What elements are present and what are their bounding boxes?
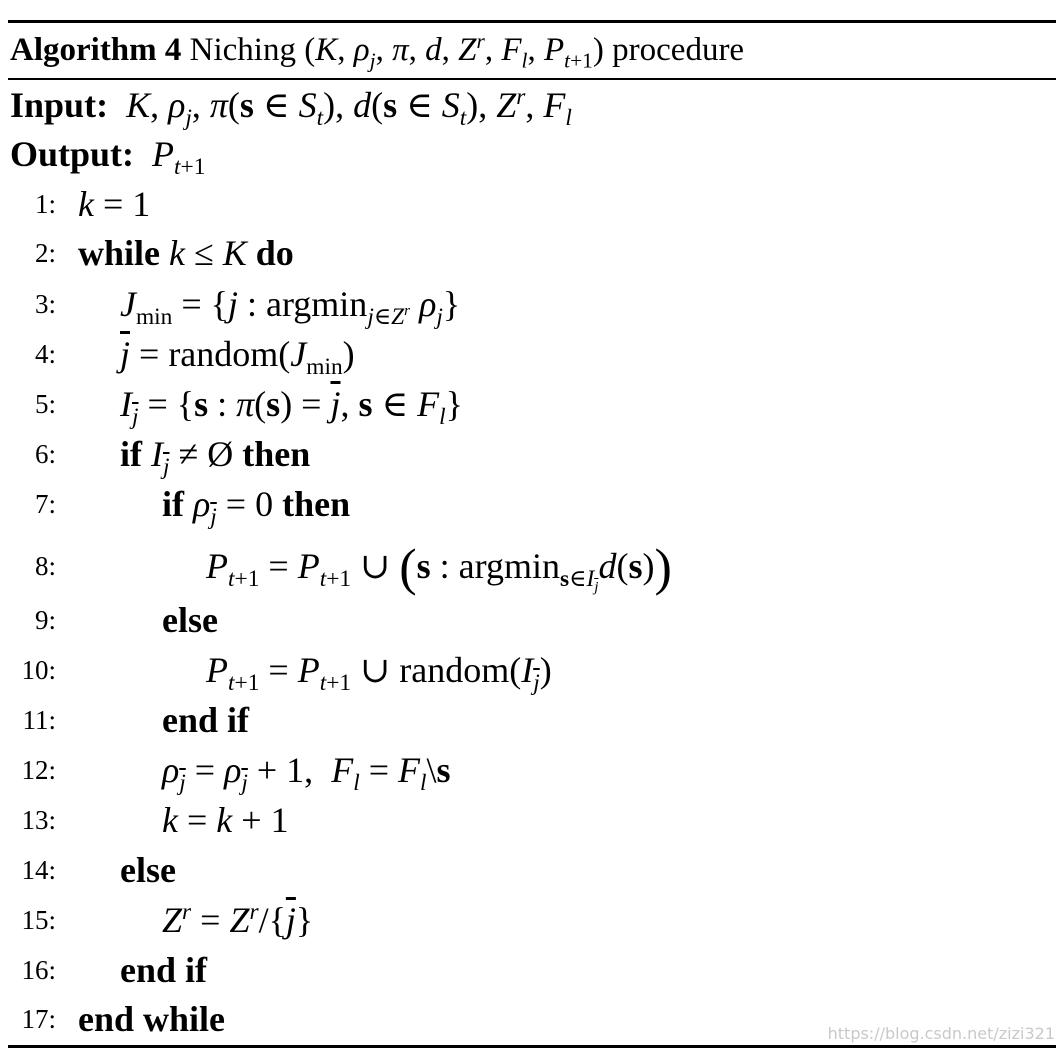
input-row [10,82,572,132]
line-code: $P_{t+1} = P_{t+1}$ ∪ $random(I_{\overline{j}})$ [206,650,552,697]
output-value: $P_{t+1}$ [152,134,206,181]
input-label: Input: [10,85,109,125]
line-code: if $I_{\overline{j}}$ ≠ Ø then [120,434,311,481]
line-number: 5: [34,389,56,419]
line-code: $\overline{j}$ = $random(J_{min})$ [120,334,355,381]
line-code: else [120,850,176,890]
line-number: 11: [22,705,56,735]
line-number: 6: [34,439,56,469]
line-code: end if [120,950,208,990]
line-code: k = k + 1 [162,800,289,840]
line-code: while k ≤ K do [78,233,294,273]
title-rule [8,78,1056,80]
line-number: 1: [34,189,56,219]
line-number: 10: [21,655,56,685]
line-number: 9: [34,605,56,635]
line-number: 17: [21,1004,56,1034]
algorithm-label: Algorithm 4 [10,32,182,68]
line-number: 14: [21,855,56,885]
line-code: $P_{t+1} = P_{t+1}$ ∪ (s : argmin$_{s\in I_{\overline{j}}}$d(s)) [206,538,672,597]
line-code: end while [78,999,226,1039]
line-code: else [162,600,218,640]
watermark: https://blog.csdn.net/zizi321 [827,1024,1055,1043]
line-code: if $\rho_{\overline{j}} = 0$ then [162,484,351,531]
line-code: end if [162,700,250,740]
line-code: k = 1 [78,184,151,224]
algorithm-name: Niching [189,32,296,68]
line-code: $I_{\overline{j}} = \{s$ : $\pi(s) = \overline{j}$, s ∈ $F_l$} [120,384,463,431]
algorithm-title [10,28,744,72]
line-code: $\rho_{\overline{j}} = \rho_{\overline{j}} + 1$, $F_l$ = $F_l\backslash s$ [162,750,451,797]
line-code: $J_{min} = \{j$ : argmin$_{j\in Z^r}$ $\rho_j$} [120,284,461,331]
line-number: 16: [21,955,56,985]
bottom-rule [8,1045,1056,1048]
line-number: 8: [34,551,56,581]
line-number: 3: [34,289,56,319]
line-number: 4: [34,339,56,369]
line-number: 13: [21,805,56,835]
algorithm-suffix: procedure [612,32,745,68]
line-number: 15: [21,905,56,935]
algorithm-params: (K, $\rho_j$, π, d, $Z^r$, $F_l$, $P_{t+1}$) [304,29,604,73]
input-value: K, $\rho_j$, π(s ∈ $S_t$), d(s ∈ $S_t$), $Z^r$, $F_l$ [126,84,572,132]
output-label: Output: [10,134,135,174]
top-rule [8,20,1056,23]
line-number: 2: [34,238,56,268]
line-code: $Z^r = Z^r/\{\overline{j}\}$ [162,899,314,940]
output-row [10,131,206,181]
line-number: 12: [21,755,56,785]
line-number: 7: [34,489,56,519]
